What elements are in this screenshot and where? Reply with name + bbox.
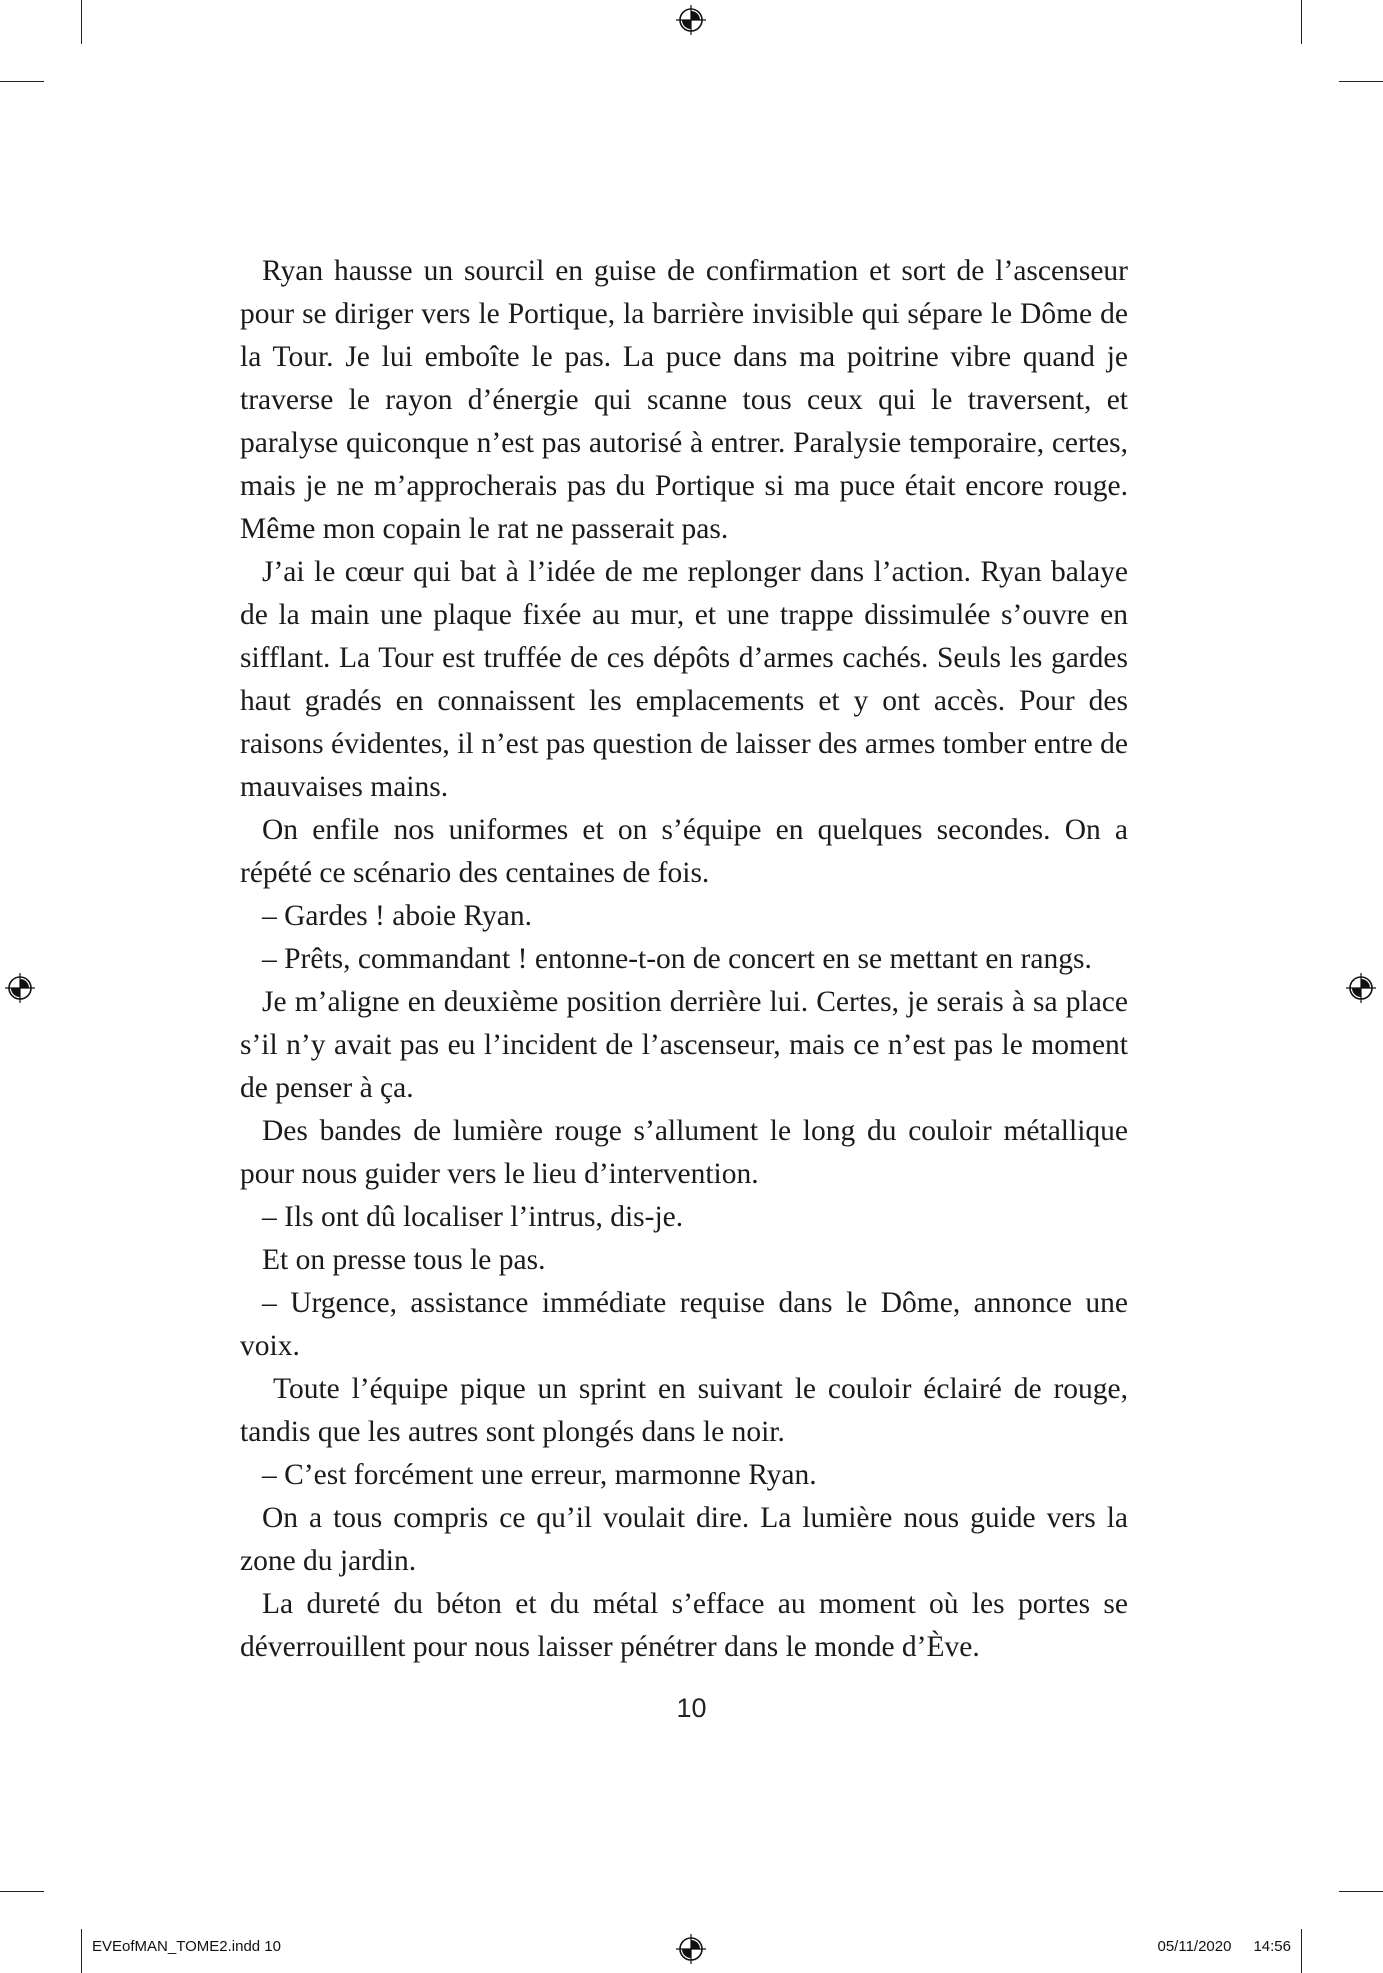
paragraph: On enfile nos uniformes et on s’équipe en quelques secondes. On a répété ce scénario des centaines de fois.: [240, 814, 1128, 889]
crop-mark-bottom-right: [1301, 1929, 1302, 1973]
slug-time: 14:56: [1253, 1938, 1291, 1955]
body-text: [240, 250, 1128, 1669]
paragraph: La dureté du béton et du métal s’efface au moment où les portes se déverrouillent pour nous laisser pénétrer dans le monde d’Ève.: [240, 1588, 1128, 1663]
page-number: 10: [676, 1693, 707, 1723]
dialogue-line: – Urgence, assistance immédiate requise dans le Dôme, annonce une voix.: [240, 1287, 1128, 1362]
paragraph: Je m’aligne en deuxième position derrière lui. Certes, je serais à sa place s’il n’y avait pas eu l’incident de l’ascenseur, mais ce n’est pas le moment de penser à ça.: [240, 986, 1128, 1104]
crop-mark-top-left: [81, 0, 82, 44]
paragraph: J’ai le cœur qui bat à l’idée de me replonger dans l’action. Ryan balaye de la main une plaque fixée au mur, et une trappe dissimulée s’ouvre en sifflant. La Tour est truffée de ces dépôts d’armes cachés. Seuls les gardes haut gradés en connaissent les emplacements et y ont accès. Pour des raisons évidentes, il n’est pas question de laisser des armes tomber entre de mauvaises mains.: [240, 556, 1128, 803]
dialogue-line: – Ils ont dû localiser l’intrus, dis-je.: [262, 1201, 684, 1233]
crop-mark-top-right-h: [1339, 81, 1383, 82]
registration-target-icon: [676, 5, 706, 35]
dialogue-line: – C’est forcément une erreur, marmonne Ryan.: [262, 1459, 817, 1491]
dialogue-line: – Prêts, commandant ! entonne-t-on de concert en se mettant en rangs.: [262, 943, 1092, 975]
crop-mark-bottom-left-h: [0, 1891, 44, 1892]
registration-target-icon: [5, 973, 35, 1003]
registration-target-icon: [1346, 973, 1376, 1003]
paragraph: On a tous compris ce qu’il voulait dire. La lumière nous guide vers la zone du jardin.: [240, 1502, 1128, 1577]
paragraph: Ryan hausse un sourcil en guise de confirmation et sort de l’ascenseur pour se diriger vers le Portique, la barrière invisible qui sépare le Dôme de la Tour. Je lui emboîte le pas. La puce dans ma poitrine vibre quand je traverse le rayon d’énergie qui scanne tous ceux qui le traversent, et paralyse quiconque n’est pas autorisé à entrer. Paralysie temporaire, certes, mais je ne m’approcherais pas du Portique si ma puce était encore rouge. Même mon copain le rat ne passerait pas.: [240, 255, 1128, 545]
crop-mark-bottom-left: [81, 1929, 82, 1973]
registration-target-icon: [676, 1934, 706, 1964]
paragraph: Des bandes de lumière rouge s’allument le long du couloir métallique pour nous guider vers le lieu d’intervention.: [240, 1115, 1128, 1190]
paragraph: Et on presse tous le pas.: [262, 1244, 546, 1276]
crop-mark-top-right: [1301, 0, 1302, 44]
crop-mark-top-left-h: [0, 81, 44, 82]
slug-filename: EVEofMAN_TOME2.indd 10: [92, 1938, 281, 1955]
crop-mark-bottom-right-h: [1339, 1891, 1383, 1892]
slug-date: 05/11/2020: [1157, 1938, 1232, 1955]
paragraph: Toute l’équipe pique un sprint en suivant le couloir éclairé de rouge, tandis que les autres sont plongés dans le noir.: [240, 1373, 1128, 1448]
slug-timestamp: [1157, 1938, 1291, 1955]
dialogue-line: – Gardes ! aboie Ryan.: [262, 900, 532, 932]
